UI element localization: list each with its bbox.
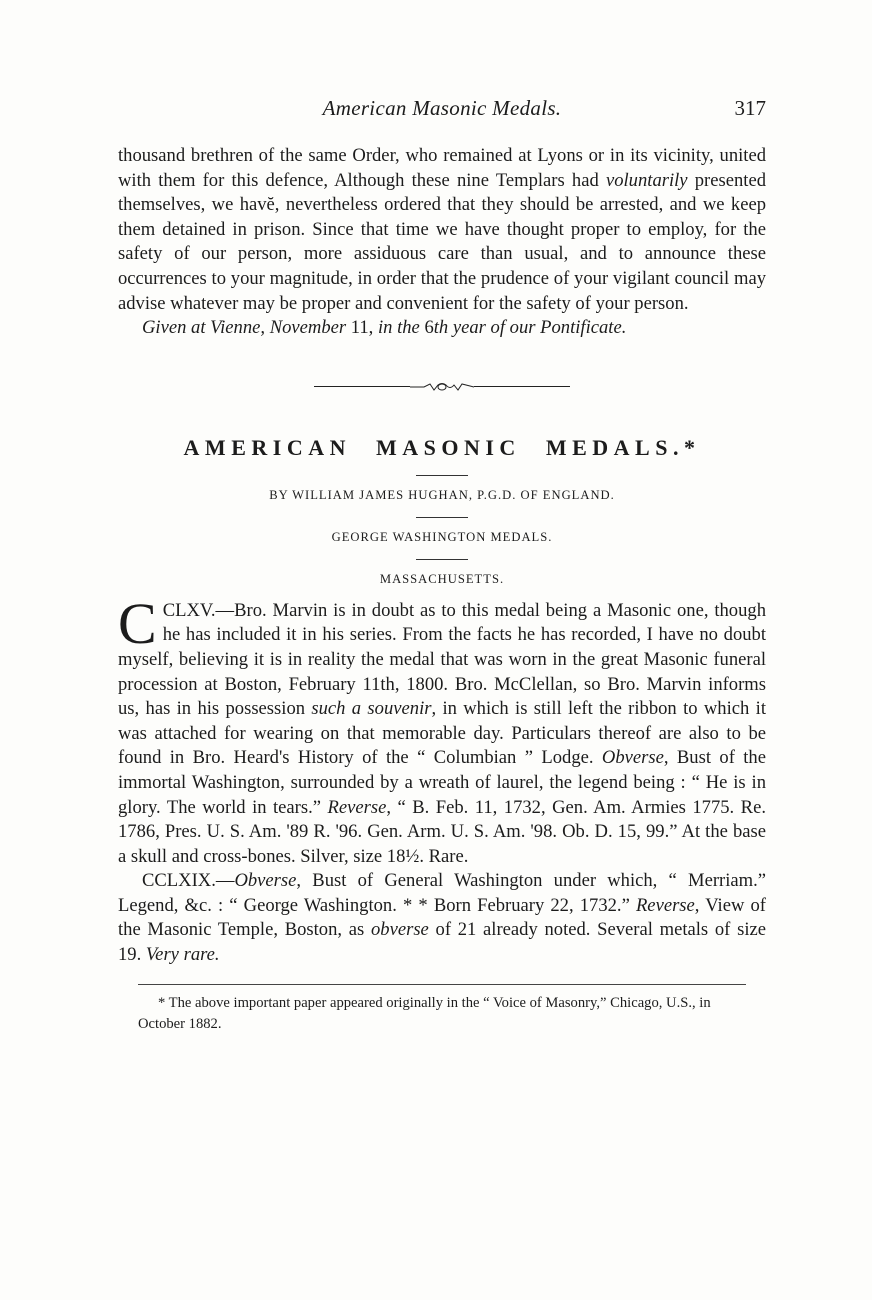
subsection-heading: MASSACHUSETTS.: [379, 571, 505, 586]
drop-cap: C: [118, 590, 157, 656]
ornament-line-left: [314, 386, 410, 387]
ornament-line-right: [474, 386, 570, 387]
text-run: CLXV.—Bro. Marvin is in doubt as to this medal being a Masonic one, though he has included it in his series. From the facts he has recorded, I have no doubt myself, believing it is in reality the medal that was worn in the great Masonic funeral procession at Boston, February 11th, 1800. Bro. McClellan, so Bro. Marvin informs us, has in his possession: [118, 599, 766, 720]
text-run: Obverse: [234, 870, 297, 892]
running-title: American Masonic Medals.: [322, 96, 562, 120]
text-run: th year of our Pontificate.: [433, 317, 627, 339]
footnote-rule: [138, 984, 746, 985]
text-run: voluntarily: [605, 169, 688, 191]
text-run: , Bust of the immortal Washington, surrounded by a wreath of laurel, the legend being : “ He is in glory. The world in tears.”: [118, 747, 766, 818]
title-rule: [416, 475, 468, 476]
article-body: [118, 590, 766, 968]
text-run: in the: [377, 317, 425, 339]
text-run: Given at Vienne, November: [142, 317, 351, 339]
section-divider-ornament: [118, 381, 766, 393]
page-number: 317: [734, 96, 766, 120]
text-run: , “ B. Feb. 11, 1732, Gen. Am. Armies 1775. Re. 1786, Pres. U. S. Am. '89 R. '96. Gen. Arm. U. S. Am. '98. Ob. D. 15, 99.” At the base a skull and cross-bones. Silver, size 18½. Rare.: [118, 796, 766, 867]
text-run: Very rare.: [145, 944, 220, 966]
article-title: AMERICAN MASONIC MEDALS.*: [183, 434, 701, 460]
article-paragraph-1: [118, 590, 766, 870]
section-rule: [416, 559, 468, 560]
article-paragraph-1-text: [118, 590, 766, 867]
prev-paragraph-1: [118, 144, 766, 316]
text-run: CCLXIX.—: [142, 870, 235, 892]
ornament-knot-icon: [410, 382, 474, 392]
footnote: * The above important paper appeared originally in the “ Voice of Masonry,” Chicago, U.S., in October 1882.: [138, 994, 711, 1032]
running-head: [118, 96, 766, 130]
previous-article-text: [118, 144, 766, 341]
text-run: thousand brethren of the same Order, who remained at Lyons or in its vicinity, united with them for this defence, Although these nine Templars had: [118, 145, 766, 191]
article-byline: BY WILLIAM JAMES HUGHAN, P.G.D. OF ENGLAND.: [269, 487, 615, 502]
prev-paragraph-dateline: [118, 316, 766, 341]
text-run: Obverse: [601, 747, 664, 769]
text-run: , View of the Masonic Temple, Boston, as: [118, 894, 766, 941]
text-run: , Bust of General Washington under which, “ Merriam.” Legend, &c. : “ George Washington. * * Born February 22, 1732.”: [118, 870, 766, 916]
page: [118, 96, 766, 1035]
text-run: 11,: [350, 317, 378, 339]
text-run: presented themselves, we havĕ, nevertheless ordered that they should be arrested, and we keep them detained in prison. Since that time we have thought proper to employ, for the safety of our person, more assiduous care than usual, and to announce these occurrences to your magnitude, in order that the prudence of your vigilant council may advise whatever may be proper and convenient for the safety of your person.: [118, 169, 766, 314]
text-run: of 21 already noted. Several metals of size 19.: [118, 919, 766, 966]
text-run: obverse: [370, 919, 429, 941]
article-paragraph-2: [118, 869, 766, 967]
text-run: , in which is still left the ribbon to which it was attached for wearing on that memorable day. Particulars thereof are also to be found in Bro. Heard's History of the “ Columbian ” Lodge.: [118, 698, 766, 769]
section-heading: GEORGE WASHINGTON MEDALS.: [331, 529, 553, 544]
text-run: such a souvenir: [311, 698, 432, 720]
text-run: Reverse: [635, 894, 695, 916]
text-run: 6: [424, 317, 434, 339]
text-run: Reverse: [327, 796, 387, 818]
byline-rule: [416, 517, 468, 518]
